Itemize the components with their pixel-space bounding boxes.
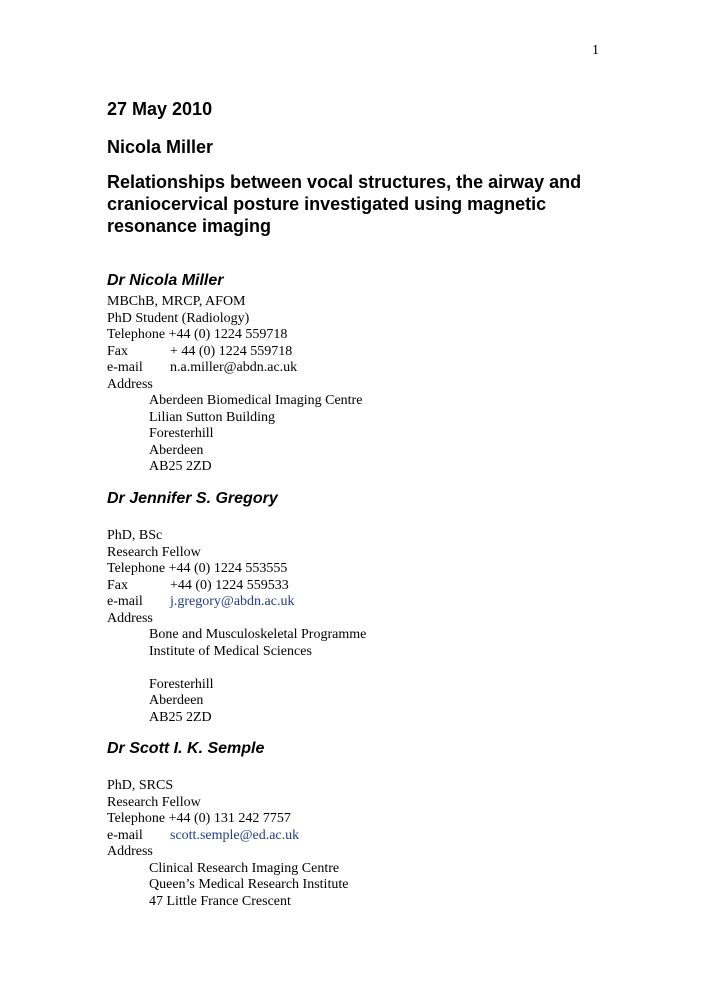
address-line: Foresterhill <box>149 676 214 692</box>
qualifications: PhD, BSc <box>107 528 163 543</box>
document-title: Relationships between vocal structures, the airway and craniocervical posture investigated using magnetic resonance imaging <box>107 172 582 236</box>
telephone-row <box>107 811 348 828</box>
telephone-row <box>107 327 362 344</box>
fax-label: Fax <box>107 343 128 359</box>
contact-name: Dr Jennifer S. Gregory <box>107 490 278 507</box>
address-label: Address <box>107 844 153 859</box>
telephone-row <box>107 561 366 578</box>
address-line: Bone and Musculoskeletal Programme <box>149 627 367 642</box>
page-number: 1 <box>592 43 599 58</box>
address-line <box>107 660 366 677</box>
telephone-value: +44 (0) 1224 553555 <box>168 561 288 576</box>
telephone-label: Telephone <box>107 327 166 342</box>
email-link[interactable]: scott.semple@ed.ac.uk <box>170 827 300 843</box>
email-row <box>107 360 362 377</box>
address-line: Clinical Research Imaging Centre <box>149 860 340 876</box>
address-line: Foresterhill <box>149 426 214 441</box>
contact-name: Dr Scott I. K. Semple <box>107 740 265 757</box>
qualifications: MBChB, MRCP, AFOM <box>107 294 246 309</box>
contact-details <box>107 294 362 476</box>
contact-name: Dr Nicola Miller <box>107 272 224 289</box>
address-label: Address <box>107 610 153 626</box>
email-label: e-mail <box>107 594 143 609</box>
contact-details <box>107 528 366 726</box>
fax-value: + 44 (0) 1224 559718 <box>170 343 293 359</box>
email-row <box>107 828 348 845</box>
address-label: Address <box>107 376 153 392</box>
document-date: 27 May 2010 <box>107 99 213 119</box>
position: Research Fellow <box>107 544 201 560</box>
fax-value: +44 (0) 1224 559533 <box>170 577 289 593</box>
address-line: Aberdeen <box>149 693 204 708</box>
telephone-label: Telephone <box>107 811 166 826</box>
position: PhD Student (Radiology) <box>107 310 250 326</box>
email-label: e-mail <box>107 360 143 375</box>
author-line: Nicola Miller <box>107 137 214 157</box>
email-row <box>107 594 366 611</box>
qualifications: PhD, SRCS <box>107 778 174 793</box>
contact-details <box>107 778 348 910</box>
address-line: 47 Little France Crescent <box>149 893 291 909</box>
fax-label: Fax <box>107 577 128 593</box>
telephone-value: +44 (0) 1224 559718 <box>168 327 288 342</box>
fax-row <box>107 578 366 595</box>
email-value: n.a.miller@abdn.ac.uk <box>170 360 298 375</box>
address-line: AB25 2ZD <box>149 459 212 474</box>
position: Research Fellow <box>107 794 201 810</box>
address-line: AB25 2ZD <box>149 709 212 725</box>
address-line: Queen’s Medical Research Institute <box>149 877 349 892</box>
telephone-value: +44 (0) 131 242 7757 <box>168 811 291 826</box>
address-line: Institute of Medical Sciences <box>149 643 312 659</box>
address-line: Aberdeen Biomedical Imaging Centre <box>149 393 363 408</box>
address-line: Aberdeen <box>149 442 204 458</box>
email-link[interactable]: j.gregory@abdn.ac.uk <box>170 594 295 609</box>
fax-row <box>107 344 362 361</box>
telephone-label: Telephone <box>107 561 166 576</box>
address-line: Lilian Sutton Building <box>149 409 276 425</box>
email-label: e-mail <box>107 827 143 843</box>
